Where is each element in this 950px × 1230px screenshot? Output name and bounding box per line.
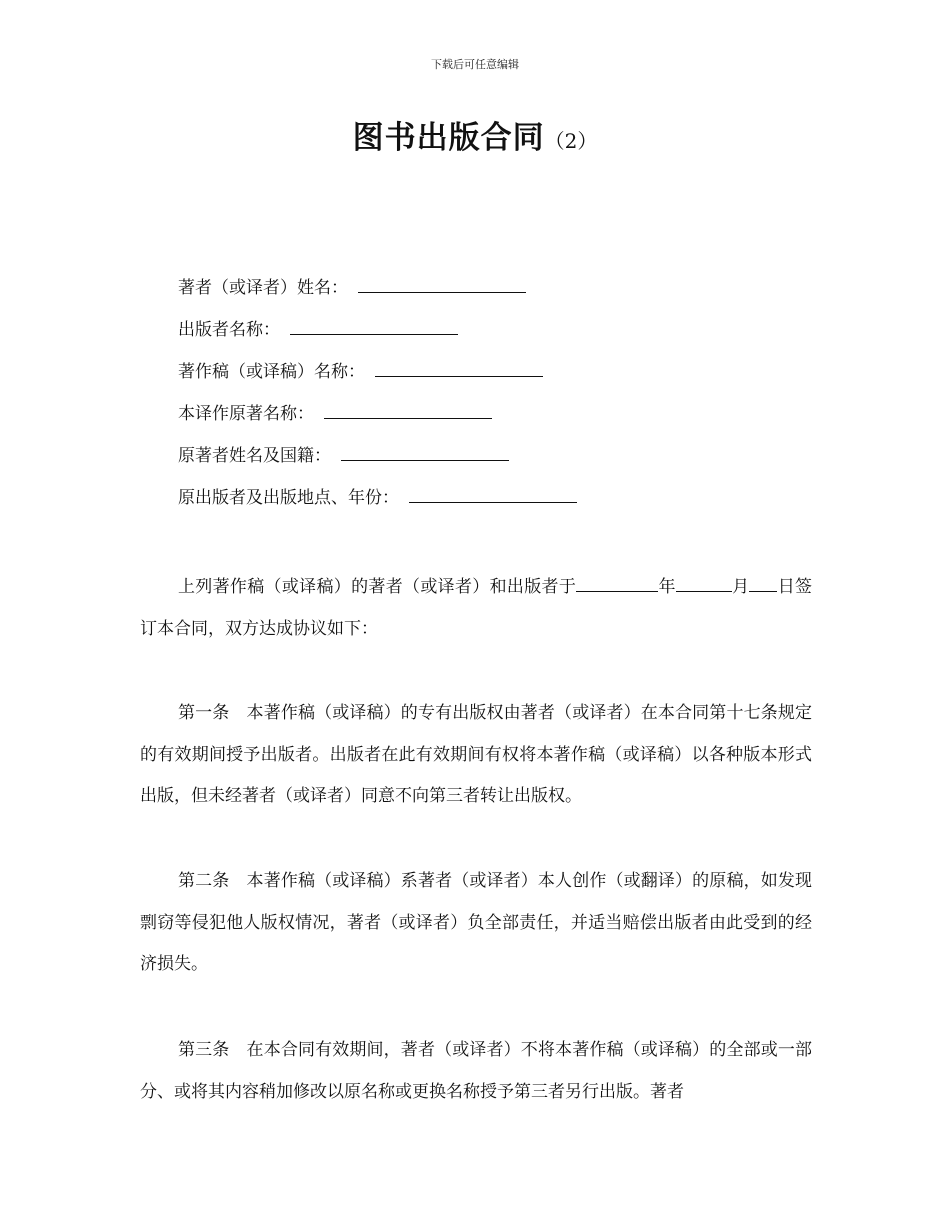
document-title	[0, 112, 950, 157]
day-blank	[749, 574, 777, 592]
field-label: 出版者名称：	[178, 320, 280, 340]
field-label: 著作稿（或译稿）名称：	[178, 362, 365, 382]
month-label: 月	[731, 577, 750, 597]
month-blank	[676, 574, 732, 592]
field-publisher-name	[178, 316, 818, 358]
header-note: 下载后可任意编辑	[431, 58, 519, 71]
intro-paragraph	[140, 567, 812, 650]
field-original-work-name	[178, 400, 818, 442]
title-suffix: （2）	[544, 129, 598, 153]
year-label: 年	[658, 577, 676, 597]
fill-in-blank	[324, 400, 492, 419]
field-label: 原出版者及出版地点、年份：	[178, 488, 399, 508]
field-label: 原著者姓名及国籍：	[178, 446, 331, 466]
field-label: 著者（或译者）姓名：	[178, 278, 348, 298]
article-2: 第二条 本著作稿（或译稿）系著者（或译者）本人创作（或翻译）的原稿，如发现剽窃等侵犯他人版权情况，著者（或译者）负全部责任，并适当赔偿出版者由此受到的经济损失。	[140, 871, 812, 974]
field-author-name	[178, 274, 818, 316]
fill-in-blank	[358, 274, 526, 293]
field-original-publisher	[178, 484, 818, 526]
intro-text-2: 日签订本合同，双方达成协议如下：	[140, 577, 813, 639]
intro-text-1: 上列著作稿（或译稿）的著者（或译者）和出版者于	[178, 577, 577, 597]
article-1: 第一条 本著作稿（或译稿）的专有出版权由著者（或译者）在本合同第十七条规定的有效期间授予出版者。出版者在此有效期间有权将本著作稿（或译稿）以各种版本形式出版，但未经著者（或译者）同意不向第三者转让出版权。	[140, 703, 812, 806]
field-manuscript-name	[178, 358, 818, 400]
party-info-fields	[178, 274, 818, 526]
field-original-author	[178, 442, 818, 484]
title-text: 图书出版合同	[352, 120, 545, 156]
year-blank	[576, 574, 658, 592]
field-label: 本译作原著名称：	[178, 404, 314, 424]
fill-in-blank	[375, 358, 543, 377]
fill-in-blank	[409, 484, 577, 503]
article-3: 第三条 在本合同有效期间，著者（或译者）不将本著作稿（或译稿）的全部或一部分、或将其内容稍加修改以原名称或更换名称授予第三者另行出版。著者	[140, 1040, 812, 1102]
fill-in-blank	[290, 316, 458, 335]
fill-in-blank	[341, 442, 509, 461]
